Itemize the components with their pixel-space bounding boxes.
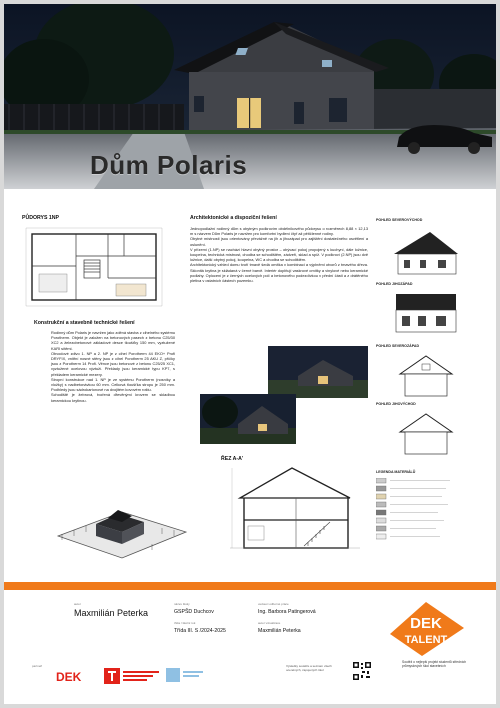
site-model — [52, 484, 192, 562]
qr-code-icon[interactable] — [352, 661, 372, 681]
elevation-label-nw: POHLED SEVEROZÁPAD — [376, 344, 420, 348]
hero-render — [4, 4, 496, 189]
partner-logo-3 — [166, 668, 204, 684]
logo-brand-text: DEK — [410, 615, 442, 632]
school-label: název školy — [174, 602, 190, 606]
elevation-ne-drawing — [390, 226, 462, 276]
floorplan-drawing — [24, 226, 164, 308]
render-night-1 — [268, 346, 368, 398]
class-value: Třída III. S /2024-2025 — [174, 628, 226, 634]
elevation-nw-drawing — [396, 352, 456, 400]
elevation-label-se: POHLED JIHOVÝCHOD — [376, 402, 416, 406]
qr-note: Výsledky soutěže a seznam všech oceněných, zapojených škol — [286, 664, 332, 672]
partners-label: partneři — [32, 664, 43, 668]
elevation-se-drawing — [396, 410, 456, 458]
consultant-label: autor vizualizace — [258, 621, 281, 625]
logo-sub-text: TALENT — [404, 634, 448, 646]
teacher-name: Ing. Barbora Patingerová — [258, 609, 316, 615]
page-title: Dům Polaris — [90, 150, 248, 180]
material-legend — [376, 478, 456, 544]
poster — [4, 4, 496, 704]
elevation-label-sw: POHLED JIHOZÁPAD — [376, 282, 413, 286]
architecture-text: Jednopodlažní rodinný dům s obytným podkrovím obdélníkového půdorysu o rozměrech 8,88 × 12,13 m s názvem Dům Polaris je navržen pro komfortní bydlení čtyř až pětičlenné rodiny. Obytné místnosti jsou orientovány převážně na jih a jihozápad pro zajištění dostatečného osvětlení a oslunění. V přízemí (1.NP) se nachází hlavní obytný prostor – obývací pokoj propojený s kuchyní, dále ložnice, koupelna, technická místnost, chodba se schodištěm, zádveří, sklad a spíž. V podkroví (2.NP) jsou dvě ložnice, další obytný pokoj, koupelna, WC a chodba se schodištěm. Architektonický vzhled domu tvoří tmavě šedá omítka v kombinaci a výplněmi otvorů z tmavého dřeva. Sklonitá krytina je skládaná v černé barvě. Interiér doplňují vaskrové omítky a vinylové nebo keramické podlahy. Oplocení je z černých ocelových polí a betonového podezdívkou v přední části a z drátěného pletiva v ostatních částech pozemku. — [190, 226, 368, 284]
section-drawing — [226, 464, 364, 554]
elevation-label-ne: POHLED SEVEROVÝCHOD — [376, 218, 423, 222]
construction-title: Konstrukční a stavebně technické řešení — [34, 320, 135, 326]
legend-title: LEGENDA MATERIÁLŮ — [376, 470, 416, 474]
accent-bar — [4, 582, 496, 590]
author-label: autor — [74, 602, 81, 606]
teacher-label: vedoucí odborné práce — [258, 602, 289, 606]
elevation-sw-drawing — [390, 290, 462, 336]
talent-note: Soutěž o nejlepší projekt studentů středních průmyslových škol stavebních — [402, 660, 467, 669]
partner-logo-2 — [104, 668, 160, 684]
house-render-image — [4, 4, 496, 189]
render-night-2 — [200, 394, 296, 444]
consultant-name: Maxmilián Peterka — [258, 628, 301, 634]
construction-text: Rodinný dům Polaris je navržen jako zděná stavba z cihelného systému Porotherm. Objekt je založen na betonových pasech z betonu C25/30 XC2 a železobetonové základové desce tloušťky 150 mm, vyztužené KARI sítěmi. Obvodové zdivo 1. NP a 2. NP je z cihel Porotherm 44 EKO+ Profi DRYFIX, vnitřní nosné stěny jsou z cihel Porotherm 25 AKU Z, příčky jsou z Porotherm 14 Profi. Věnce jsou betonové z betonu C25/25 XC1, vyztužené ocelovou výztuží. Překlady jsou keramické typu KP7, s překladem keramické mezery. Stropní konstrukce nad 1. NP je ze systému Porotherm (nosníky a vložky) s nadbetonávkou 60 mm. Celková tloušťka stropu je 250 mm. Podhledy jsou sádrokartonové na dvojitém kovovém roštu. Schodiště je žebrová, tvořená dřevěnými krovem se skladbou keramickou krytinou. — [51, 330, 175, 403]
architecture-title: Architektonické a dispoziční řešení — [190, 215, 277, 221]
section-title: ŘEZ A-A' — [221, 456, 244, 462]
author-name: Maxmilián Peterka — [74, 608, 149, 618]
class-label: třída / školní rok — [174, 621, 196, 625]
school-name: GSPŠD Duchcov — [174, 609, 214, 615]
floorplan-title: PŮDORYS 1NP — [22, 215, 59, 221]
partner-logo-dek: DEK — [56, 670, 82, 684]
